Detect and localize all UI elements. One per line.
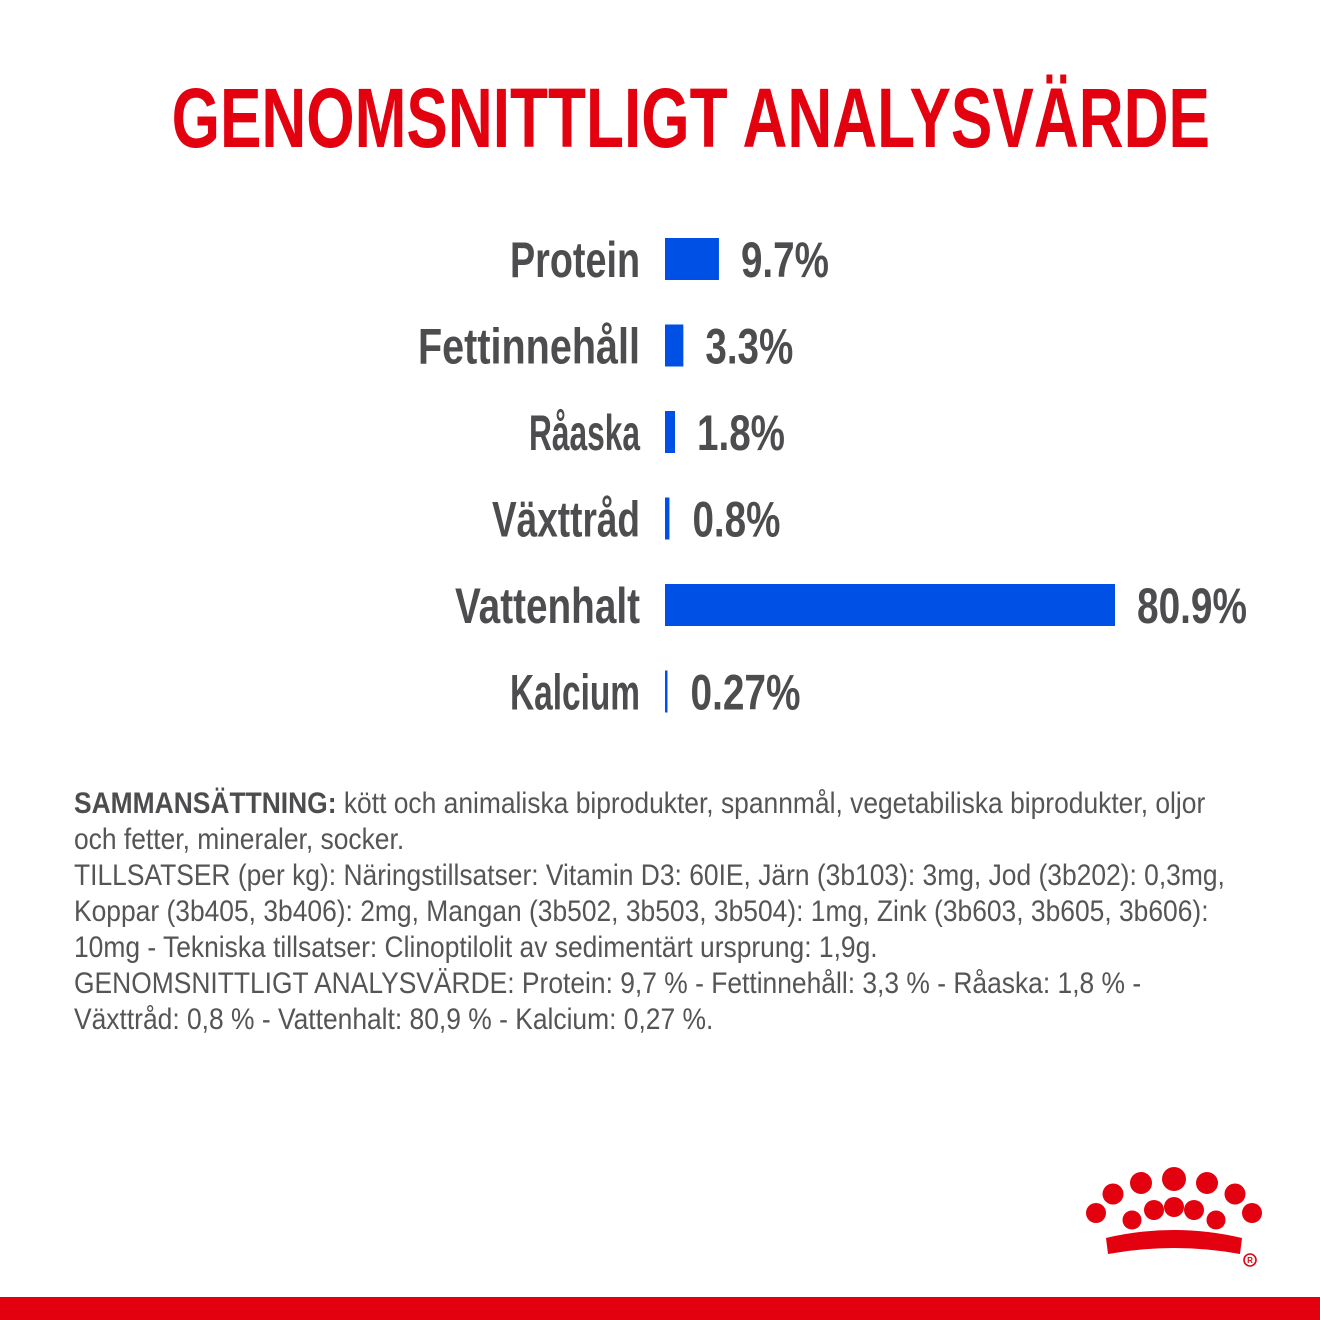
bar (665, 671, 668, 713)
category-label: Kalcium (510, 664, 640, 721)
bar (665, 238, 719, 280)
svg-text:R: R (1247, 1256, 1253, 1265)
value-label: 0.27% (690, 664, 801, 721)
value-label: 1.8% (697, 405, 786, 461)
value-label: 0.8% (692, 491, 781, 548)
category-label: Vattenhalt (455, 578, 641, 634)
bars-layer (418, 232, 1247, 721)
category-label: Växttråd (492, 491, 640, 548)
bar (665, 498, 669, 540)
category-label: Fettinnehåll (418, 318, 640, 375)
composition-lead-text: kött och animaliska biprodukter, spannmål, vegetabiliska biprodukter, oljor och fetter, mineraler, socker. (74, 787, 1206, 856)
bar (665, 411, 675, 453)
value-label: 80.9% (1137, 578, 1247, 634)
composition-lead: SAMMANSÄTTNING: (74, 787, 337, 820)
analysis-paragraph: GENOMSNITTLIGT ANALYSVÄRDE: Protein: 9,7 % - Fettinnehåll: 3,3 % - Råaska: 1,8 % - Växttråd: 0,8 % - Vattenhalt: 80,9 % - Kalcium: 0,27 %. (74, 967, 1142, 1036)
royal-canin-crown-logo-icon (1078, 1162, 1270, 1272)
bar (665, 325, 683, 367)
bar (665, 584, 1115, 626)
bottom-brand-bar (0, 1297, 1320, 1320)
value-label: 9.7% (740, 232, 829, 288)
page-title: GENOMSNITTLIGT ANALYSVÄRDE (171, 71, 1210, 165)
composition-text-block (74, 786, 1253, 1038)
value-label: 3.3% (705, 318, 794, 375)
category-label: Råaska (529, 405, 641, 461)
composition-paragraph (74, 786, 1253, 858)
additives-paragraph: TILLSATSER (per kg): Näringstillsatser: Vitamin D3: 60IE, Järn (3b103): 3mg, Jod (3b202): 0,3mg, Koppar (3b405, 3b406): 2mg, Mangan (3b502, 3b503, 3b504): 1mg, Zink (3b603, 3b605, 3b606): 10mg - Tekniska tillsatser: Clinoptilolit av sedimentärt ursprung: 1,9g. (74, 859, 1225, 964)
category-label: Protein (510, 232, 640, 288)
